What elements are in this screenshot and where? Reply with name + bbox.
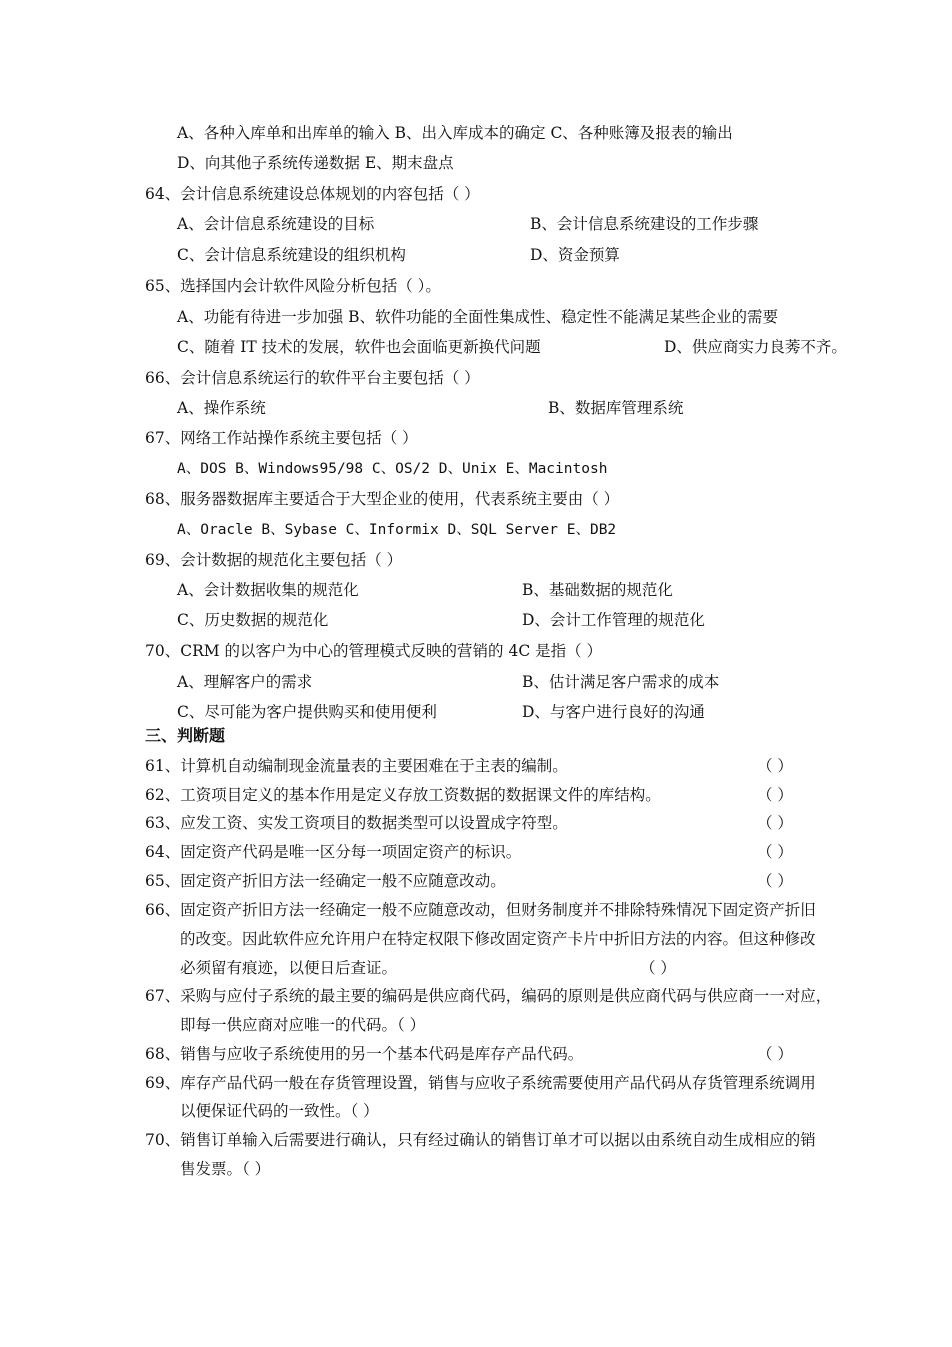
q65-option-d: D、供应商实力良莠不齐。 (664, 338, 847, 356)
question-68: 68、服务器数据库主要适合于大型企业的使用，代表系统主要由（ ） (145, 490, 620, 508)
q65-option-c: C、随着 IT 技术的发展，软件也会面临更新换代问题 (177, 338, 541, 356)
judge-65-bracket: （ ） (757, 872, 793, 890)
judge-62: 62、工资项目定义的基本作用是定义存放工资数据的数据课文件的库结构。 (145, 786, 661, 804)
judge-66-line1: 66、固定资产折旧方法一经确定一般不应随意改动，但财务制度并不排除特殊情况下固定资产折旧 (145, 901, 816, 919)
q64-option-b: B、会计信息系统建设的工作步骤 (530, 215, 759, 233)
judge-63-bracket: （ ） (757, 814, 793, 832)
section-heading-true-false: 三、判断题 (145, 726, 226, 745)
q64-option-a: A、会计信息系统建设的目标 (177, 215, 375, 233)
question-67: 67、网络工作站操作系统主要包括（ ） (145, 429, 418, 447)
judge-64-bracket: （ ） (757, 843, 793, 861)
judge-66-line2: 的改变。因此软件应允许用户在特定权限下修改固定资产卡片中折旧方法的内容。但这种修改 (180, 930, 816, 948)
q64-option-c: C、会计信息系统建设的组织机构 (177, 246, 406, 264)
q66-option-a: A、操作系统 (177, 399, 266, 417)
judge-68: 68、销售与应收子系统使用的另一个基本代码是库存产品代码。 (145, 1045, 584, 1063)
question-69: 69、会计数据的规范化主要包括（ ） (145, 551, 403, 569)
q64-option-d: D、资金预算 (530, 246, 620, 264)
judge-66-line3: 必须留有痕迹，以便日后查证。 (180, 959, 398, 977)
question-70: 70、CRM 的以客户为中心的管理模式反映的营销的 4C 是指（ ） (145, 642, 603, 660)
judge-70-line2: 售发票。（ ） (180, 1160, 271, 1178)
q70-option-b: B、估计满足客户需求的成本 (522, 673, 720, 691)
q67-options: A、DOS B、Windows95/98 C、OS/2 D、Unix E、Macintosh (177, 461, 608, 477)
judge-69-line2: 以便保证代码的一致性。（ ） (180, 1102, 379, 1120)
judge-62-bracket: （ ） (757, 786, 793, 804)
judge-67-line1: 67、采购与应付子系统的最主要的编码是供应商代码，编码的原则是供应商代码与供应商一一对应， (145, 987, 832, 1005)
q70-option-c: C、尽可能为客户提供购买和使用便利 (177, 703, 437, 721)
q68-options: A、Oracle B、Sybase C、Informix D、SQL Server E、DB2 (177, 522, 617, 538)
q63-options-line2: D、向其他子系统传递数据 E、期末盘点 (177, 154, 454, 172)
judge-61-bracket: （ ） (757, 757, 793, 775)
judge-63: 63、应发工资、实发工资项目的数据类型可以设置成字符型。 (145, 814, 568, 832)
judge-69-line1: 69、库存产品代码一般在存货管理设置，销售与应收子系统需要使用产品代码从存货管理系统调用 (145, 1074, 816, 1092)
q69-option-a: A、会计数据收集的规范化 (177, 581, 359, 599)
q69-option-d: D、会计工作管理的规范化 (522, 611, 705, 629)
question-65: 65、选择国内会计软件风险分析包括（ ）。 (145, 277, 441, 295)
judge-65: 65、固定资产折旧方法一经确定一般不应随意改动。 (145, 872, 506, 890)
judge-67-line2: 即每一供应商对应唯一的代码。（ ） (180, 1016, 426, 1034)
q63-options-line1: A、各种入库单和出库单的输入 B、出入库成本的确定 C、各种账簿及报表的输出 (177, 124, 733, 142)
q70-option-d: D、与客户进行良好的沟通 (522, 703, 705, 721)
q69-option-c: C、历史数据的规范化 (177, 611, 329, 629)
q65-options-ab: A、功能有待进一步加强 B、软件功能的全面性集成性、稳定性不能满足某些企业的需要 (177, 308, 779, 326)
question-66: 66、会计信息系统运行的软件平台主要包括（ ） (145, 369, 480, 387)
question-64: 64、会计信息系统建设总体规划的内容包括（ ） (145, 185, 480, 203)
q70-option-a: A、理解客户的需求 (177, 673, 313, 691)
judge-68-bracket: （ ） (757, 1045, 793, 1063)
judge-61: 61、计算机自动编制现金流量表的主要困难在于主表的编制。 (145, 757, 568, 775)
q66-option-b: B、数据库管理系统 (548, 399, 684, 417)
q69-option-b: B、基础数据的规范化 (522, 581, 673, 599)
judge-66-bracket: （ ） (640, 959, 676, 977)
judge-70-line1: 70、销售订单输入后需要进行确认，只有经过确认的销售订单才可以据以由系统自动生成相应的销 (145, 1131, 816, 1149)
judge-64: 64、固定资产代码是唯一区分每一项固定资产的标识。 (145, 843, 522, 861)
